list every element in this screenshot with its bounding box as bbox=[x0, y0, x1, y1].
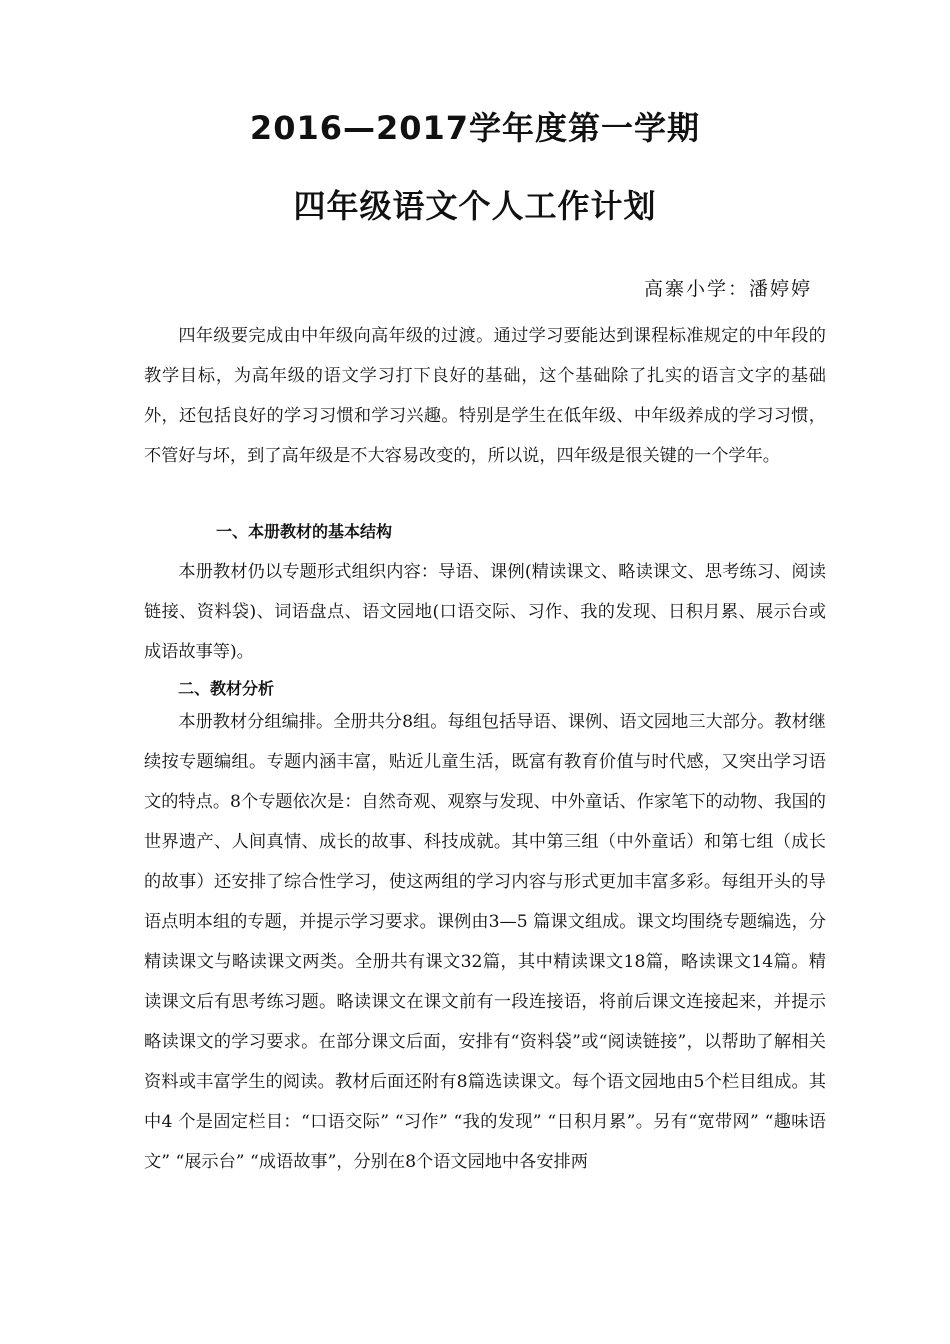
section-paragraph-analysis: 本册教材分组编排。全册共分8组。每组包括导语、课例、语文园地三大部分。教材继续按专题编组。专题内涵丰富，贴近儿童生活，既富有教育价值与时代感，又突出学习语文的特点。8个专题依次是：自然奇观、观察与发现、中外童话、作家笔下的动物、我国的世界遗产、人间真情、成长的故事、科技成就。其中第三组（中外童话）和第七组（成长的故事）还安排了综合性学习，使这两组的学习内容与形式更加丰富多彩。每组开头的导语点明本组的专题，并提示学习要求。课例由3—5 篇课文组成。课文均围绕专题编选，分精读课文与略读课文两类。全册共有课文32篇，其中精读课文18篇，略读课文14篇。精读课文后有思考练习题。略读课文在课文前有一段连接语，将前后课文连接起来，并提示略读课文的学习要求。在部分课文后面，安排有“资料袋”或“阅读链接”，以帮助了解相关资料或丰富学生的阅读。教材后面还附有8篇选读课文。每个语文园地由5个栏目组成。其中4 个是固定栏目：“口语交际” “习作” “我的发现” “日积月累”。另有“宽带网” “趣味语文” “展示台” “成语故事”，分别在8个语文园地中各安排两 bbox=[144, 712, 826, 1172]
section-paragraph-structure: 本册教材仍以专题形式组织内容：导语、课例(精读课文、略读课文、思考练习、阅读链接、资料袋)、词语盘点、语文园地(口语交际、习作、我的发现、日积月累、展示台或成语故事等)。 bbox=[144, 562, 826, 662]
document-title-line1: 2016—2017学年度第一学期 bbox=[249, 109, 701, 147]
section-heading-structure: 一、本册教材的基本结构 bbox=[216, 522, 393, 541]
intro-paragraph: 四年级要完成由中年级向高年级的过渡。通过学习要能达到课程标准规定的中年段的教学目标，为高年级的语文学习打下良好的基础，这个基础除了扎实的语言文字的基础外，还包括良好的学习习惯和学习兴趣。特别是学生在低年级、中年级养成的学习习惯，不管好与坏，到了高年级是不大容易改变的，所以说，四年级是很关键的一个学年。 bbox=[144, 326, 826, 466]
author-line: 高寨小学：潘婷婷 bbox=[643, 278, 812, 300]
document-title-line2: 四年级语文个人工作计划 bbox=[293, 187, 657, 225]
section-heading-analysis: 二、教材分析 bbox=[178, 679, 275, 698]
